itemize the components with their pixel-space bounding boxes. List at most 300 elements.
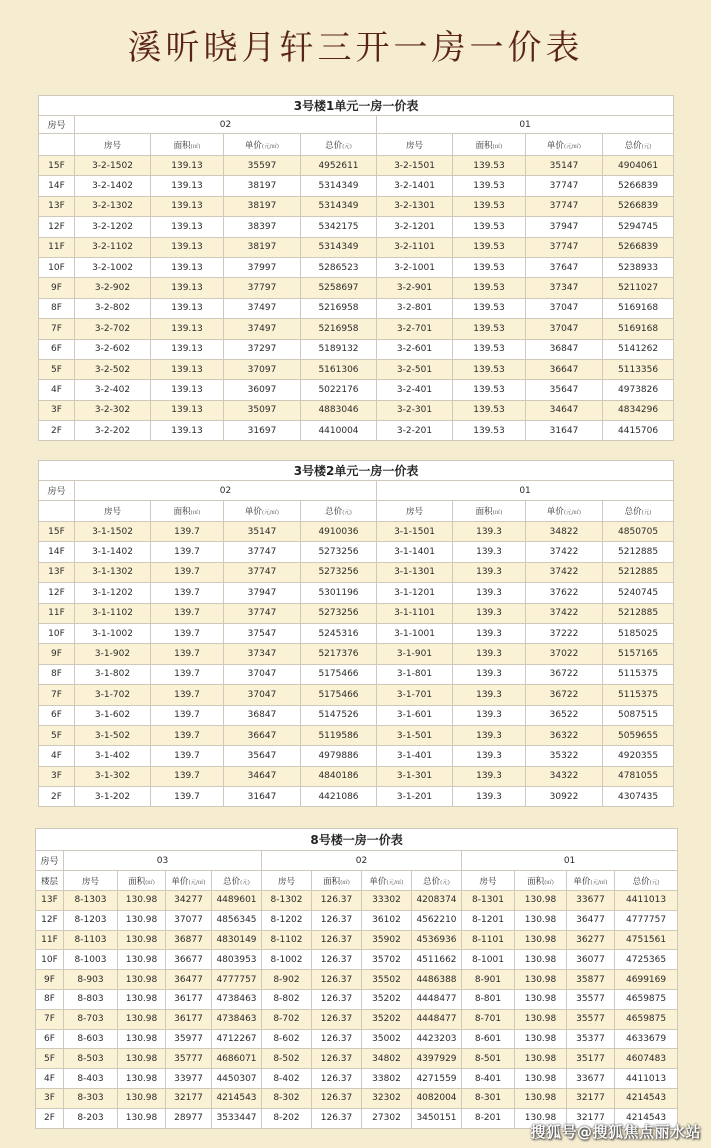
- floor-cell: 10F: [39, 257, 75, 277]
- table-cell: 5161306: [301, 359, 377, 379]
- table-cell: 3-1-401: [377, 746, 453, 766]
- table-cell: 130.98: [118, 1088, 166, 1108]
- table-cell: 37297: [224, 339, 301, 359]
- floor-cell: 9F: [36, 970, 64, 990]
- table-cell: 37022: [526, 644, 603, 664]
- header-floor: [39, 134, 75, 156]
- table-cell: 3-1-1102: [75, 603, 151, 623]
- table-cell: 130.98: [118, 1029, 166, 1049]
- table-cell: 139.3: [453, 787, 526, 807]
- table-cell: 139.13: [151, 298, 224, 318]
- table-cell: 5147526: [301, 705, 377, 725]
- table-cell: 31697: [224, 421, 301, 441]
- table-cell: 35877: [567, 970, 615, 990]
- table-cell: 4397929: [412, 1049, 462, 1069]
- group-label: 02: [75, 481, 377, 501]
- table-cell: 36177: [166, 989, 212, 1009]
- table-row: [39, 400, 674, 420]
- table-cell: 5175466: [301, 685, 377, 705]
- table-cell: 37047: [526, 319, 603, 339]
- table-cell: 5273256: [301, 562, 377, 582]
- table-cell: 139.13: [151, 421, 224, 441]
- table-cell: 3-1-601: [377, 705, 453, 725]
- table-row: [36, 989, 678, 1009]
- table-cell: 5266839: [603, 196, 674, 216]
- table-cell: 139.3: [453, 644, 526, 664]
- table-cell: 8-703: [64, 1009, 118, 1029]
- table-row: [39, 522, 674, 542]
- table-cell: 139.7: [151, 522, 224, 542]
- table-cell: 130.98: [515, 891, 567, 911]
- table-cell: 36847: [526, 339, 603, 359]
- table-cell: 4920355: [603, 746, 674, 766]
- table-cell: 8-1303: [64, 891, 118, 911]
- floor-cell: 11F: [36, 930, 64, 950]
- table-cell: 4659875: [615, 1009, 678, 1029]
- table-cell: 3-2-1402: [75, 176, 151, 196]
- table-cell: 8-1202: [262, 910, 312, 930]
- table-row: [39, 766, 674, 786]
- table-cell: 4450307: [212, 1069, 262, 1089]
- table-cell: 4738463: [212, 1009, 262, 1029]
- table-cell: 8-1103: [64, 930, 118, 950]
- table-cell: 35202: [362, 1009, 412, 1029]
- table-cell: 3-2-1102: [75, 237, 151, 257]
- table-cell: 37222: [526, 623, 603, 643]
- floor-cell: 3F: [39, 400, 75, 420]
- header-total: 总价(元): [412, 871, 462, 891]
- table-cell: 37347: [526, 278, 603, 298]
- table-cell: 3-1-1002: [75, 623, 151, 643]
- table-cell: 35577: [567, 989, 615, 1009]
- table-row: [39, 278, 674, 298]
- table-cell: 139.53: [453, 298, 526, 318]
- table-cell: 4633679: [615, 1029, 678, 1049]
- table-cell: 5245316: [301, 623, 377, 643]
- table-cell: 4214543: [615, 1088, 678, 1108]
- table-cell: 139.3: [453, 725, 526, 745]
- table-cell: 8-1201: [462, 910, 515, 930]
- table-cell: 130.98: [515, 1069, 567, 1089]
- table-cell: 37747: [526, 176, 603, 196]
- header-area: 面积(㎡): [453, 134, 526, 156]
- table-cell: 8-1102: [262, 930, 312, 950]
- table-cell: 130.98: [515, 910, 567, 930]
- table-row: [39, 156, 674, 176]
- table-cell: 3-1-902: [75, 644, 151, 664]
- table-cell: 35202: [362, 989, 412, 1009]
- floor-cell: 13F: [39, 562, 75, 582]
- table-cell: 130.98: [515, 970, 567, 990]
- table-cell: 37422: [526, 542, 603, 562]
- table-cell: 36677: [166, 950, 212, 970]
- table-cell: 4830149: [212, 930, 262, 950]
- table-row: [39, 644, 674, 664]
- table-row: [36, 1069, 678, 1089]
- table-cell: 139.3: [453, 603, 526, 623]
- table-cell: 37947: [224, 583, 301, 603]
- table-cell: 36477: [567, 910, 615, 930]
- floor-cell: 6F: [36, 1029, 64, 1049]
- table-cell: 8-702: [262, 1009, 312, 1029]
- table-cell: 126.37: [312, 970, 362, 990]
- table-cell: 37647: [526, 257, 603, 277]
- table-row: [39, 196, 674, 216]
- table-cell: 139.7: [151, 725, 224, 745]
- table-cell: 3-1-802: [75, 664, 151, 684]
- header-room: 房号: [377, 134, 453, 156]
- table-cell: 139.53: [453, 319, 526, 339]
- table-cell: 4411013: [615, 1069, 678, 1089]
- header-price: 单价(元/㎡): [224, 134, 301, 156]
- table-cell: 5141262: [603, 339, 674, 359]
- table-cell: 35577: [567, 1009, 615, 1029]
- table-cell: 4781055: [603, 766, 674, 786]
- table-row: [39, 725, 674, 745]
- table-cell: 3-2-301: [377, 400, 453, 420]
- table-cell: 139.7: [151, 623, 224, 643]
- header-price: 单价(元/㎡): [567, 871, 615, 891]
- floor-cell: 6F: [39, 705, 75, 725]
- table-cell: 5119586: [301, 725, 377, 745]
- table-cell: 35647: [526, 380, 603, 400]
- table-cell: 5273256: [301, 542, 377, 562]
- table-cell: 36647: [526, 359, 603, 379]
- table-cell: 139.3: [453, 766, 526, 786]
- table-cell: 3-2-1401: [377, 176, 453, 196]
- table-cell: 37047: [224, 664, 301, 684]
- group-label: 01: [377, 481, 674, 501]
- table-cell: 4421086: [301, 787, 377, 807]
- table-cell: 37747: [224, 542, 301, 562]
- table-cell: 4486388: [412, 970, 462, 990]
- table-row: [39, 746, 674, 766]
- table-cell: 139.13: [151, 196, 224, 216]
- table-cell: 37497: [224, 319, 301, 339]
- table-cell: 139.53: [453, 176, 526, 196]
- table-cell: 3450151: [412, 1108, 462, 1128]
- table-cell: 4448477: [412, 989, 462, 1009]
- floor-cell: 7F: [39, 319, 75, 339]
- table-cell: 126.37: [312, 950, 362, 970]
- table-cell: 139.3: [453, 664, 526, 684]
- group-label: 01: [377, 116, 674, 134]
- table-cell: 36477: [166, 970, 212, 990]
- table-cell: 8-503: [64, 1049, 118, 1069]
- table-cell: 34647: [224, 766, 301, 786]
- table-cell: 3-2-1001: [377, 257, 453, 277]
- table-cell: 5087515: [603, 705, 674, 725]
- table-cell: 33802: [362, 1069, 412, 1089]
- table-cell: 5175466: [301, 664, 377, 684]
- table-cell: 130.98: [118, 1108, 166, 1128]
- table-cell: 5266839: [603, 237, 674, 257]
- table-cell: 5314349: [301, 176, 377, 196]
- table-cell: 3-1-1001: [377, 623, 453, 643]
- floor-cell: 12F: [39, 217, 75, 237]
- table-cell: 5185025: [603, 623, 674, 643]
- table-cell: 130.98: [118, 1069, 166, 1089]
- table-cell: 126.37: [312, 930, 362, 950]
- table-cell: 5059655: [603, 725, 674, 745]
- table-cell: 3-1-402: [75, 746, 151, 766]
- table-cell: 4082004: [412, 1088, 462, 1108]
- table-cell: 4840186: [301, 766, 377, 786]
- table-cell: 4214543: [615, 1108, 678, 1128]
- table-cell: 3-1-1502: [75, 522, 151, 542]
- table-row: [36, 930, 678, 950]
- table-cell: 3-2-1002: [75, 257, 151, 277]
- floor-cell: 11F: [39, 237, 75, 257]
- table-cell: 8-1101: [462, 930, 515, 950]
- table-cell: 37422: [526, 562, 603, 582]
- table-cell: 4489601: [212, 891, 262, 911]
- table-cell: 4415706: [603, 421, 674, 441]
- table-cell: 5266839: [603, 176, 674, 196]
- table-cell: 32177: [166, 1088, 212, 1108]
- floor-cell: 7F: [36, 1009, 64, 1029]
- table-cell: 4712267: [212, 1029, 262, 1049]
- table-cell: 37622: [526, 583, 603, 603]
- table-cell: 126.37: [312, 891, 362, 911]
- table-cell: 37422: [526, 603, 603, 623]
- table-cell: 139.53: [453, 380, 526, 400]
- table-cell: 130.98: [118, 989, 166, 1009]
- table-cell: 35597: [224, 156, 301, 176]
- header-total: 总价(元): [212, 871, 262, 891]
- table-cell: 37747: [224, 603, 301, 623]
- table-cell: 3-1-1301: [377, 562, 453, 582]
- table-cell: 3-2-202: [75, 421, 151, 441]
- table-row: [39, 176, 674, 196]
- table-row: [39, 319, 674, 339]
- group-label: 02: [262, 851, 462, 871]
- table-cell: 139.13: [151, 400, 224, 420]
- table-cell: 38397: [224, 217, 301, 237]
- table-cell: 8-1003: [64, 950, 118, 970]
- table-cell: 3-1-502: [75, 725, 151, 745]
- table-cell: 4271559: [412, 1069, 462, 1089]
- table-cell: 8-701: [462, 1009, 515, 1029]
- table-cell: 3-2-201: [377, 421, 453, 441]
- table-cell: 4448477: [412, 1009, 462, 1029]
- table-cell: 36847: [224, 705, 301, 725]
- table-cell: 139.7: [151, 705, 224, 725]
- group-label: 03: [64, 851, 262, 871]
- table-cell: 139.7: [151, 766, 224, 786]
- table-row: [36, 891, 678, 911]
- table-cell: 8-1001: [462, 950, 515, 970]
- header-total: 总价(元): [301, 501, 377, 522]
- table-cell: 139.53: [453, 278, 526, 298]
- header-floor: [39, 501, 75, 522]
- table-cell: 3-1-1202: [75, 583, 151, 603]
- table-cell: 139.7: [151, 542, 224, 562]
- table-cell: 35322: [526, 746, 603, 766]
- table-cell: 5169168: [603, 298, 674, 318]
- table-cell: 139.3: [453, 583, 526, 603]
- floor-cell: 8F: [39, 298, 75, 318]
- table-cell: 8-603: [64, 1029, 118, 1049]
- table-cell: 35097: [224, 400, 301, 420]
- table-cell: 8-303: [64, 1088, 118, 1108]
- table-cell: 4511662: [412, 950, 462, 970]
- table-cell: 3-2-1502: [75, 156, 151, 176]
- floor-cell: 14F: [39, 176, 75, 196]
- table-cell: 139.53: [453, 257, 526, 277]
- table-cell: 8-401: [462, 1069, 515, 1089]
- table-cell: 4699169: [615, 970, 678, 990]
- table-cell: 3-2-601: [377, 339, 453, 359]
- header-area: 面积(㎡): [515, 871, 567, 891]
- table-cell: 139.7: [151, 664, 224, 684]
- table-cell: 5294745: [603, 217, 674, 237]
- group-label: 02: [75, 116, 377, 134]
- table-row: [36, 1088, 678, 1108]
- table-cell: 35147: [224, 522, 301, 542]
- table-cell: 130.98: [515, 1049, 567, 1069]
- table-cell: 130.98: [118, 1049, 166, 1069]
- price-table-building3-unit1: [38, 95, 674, 441]
- header-floor: 楼层: [36, 871, 64, 891]
- table-cell: 37997: [224, 257, 301, 277]
- table-row: [39, 685, 674, 705]
- table-row: [36, 970, 678, 990]
- floor-cell: 5F: [39, 359, 75, 379]
- table-cell: 8-502: [262, 1049, 312, 1069]
- table-cell: 3-1-1201: [377, 583, 453, 603]
- table-cell: 8-1302: [262, 891, 312, 911]
- table-cell: 3-2-1202: [75, 217, 151, 237]
- table-cell: 3-2-1201: [377, 217, 453, 237]
- table-cell: 139.7: [151, 746, 224, 766]
- table-cell: 5113356: [603, 359, 674, 379]
- table-row: [39, 705, 674, 725]
- table-cell: 139.7: [151, 787, 224, 807]
- table-cell: 126.37: [312, 1108, 362, 1128]
- table-cell: 4607483: [615, 1049, 678, 1069]
- table-cell: 4659875: [615, 989, 678, 1009]
- table-cell: 139.53: [453, 339, 526, 359]
- table-cell: 139.7: [151, 685, 224, 705]
- table-cell: 8-203: [64, 1108, 118, 1128]
- table-cell: 3-1-1302: [75, 562, 151, 582]
- table-cell: 139.53: [453, 421, 526, 441]
- table-cell: 35702: [362, 950, 412, 970]
- table-cell: 5238933: [603, 257, 674, 277]
- table-cell: 4214543: [212, 1088, 262, 1108]
- column-header-row: [36, 871, 678, 891]
- table-cell: 8-602: [262, 1029, 312, 1049]
- table-cell: 3-1-202: [75, 787, 151, 807]
- table-cell: 139.13: [151, 156, 224, 176]
- table-cell: 4411013: [615, 891, 678, 911]
- table-cell: 35977: [166, 1029, 212, 1049]
- table-cell: 130.98: [515, 1088, 567, 1108]
- table-cell: 139.7: [151, 562, 224, 582]
- table-cell: 31647: [224, 787, 301, 807]
- table-row: [39, 421, 674, 441]
- table-cell: 139.13: [151, 359, 224, 379]
- table-cell: 37077: [166, 910, 212, 930]
- table-cell: 4777757: [212, 970, 262, 990]
- table-cell: 5169168: [603, 319, 674, 339]
- column-header-row: [39, 501, 674, 522]
- table-cell: 5216958: [301, 319, 377, 339]
- table-cell: 139.3: [453, 705, 526, 725]
- table-cell: 33302: [362, 891, 412, 911]
- table-cell: 34322: [526, 766, 603, 786]
- table-cell: 8-501: [462, 1049, 515, 1069]
- table-cell: 38197: [224, 196, 301, 216]
- header-total: 总价(元): [615, 871, 678, 891]
- table-cell: 3-2-501: [377, 359, 453, 379]
- table-cell: 130.98: [515, 1029, 567, 1049]
- header-total: 总价(元): [603, 501, 674, 522]
- table-cell: 3-1-801: [377, 664, 453, 684]
- column-header-row: [39, 134, 674, 156]
- table-cell: 126.37: [312, 1009, 362, 1029]
- table-cell: 139.13: [151, 257, 224, 277]
- table-cell: 4973826: [603, 380, 674, 400]
- table-cell: 130.98: [118, 1009, 166, 1029]
- table-title: 3号楼2单元一房一价表: [39, 461, 674, 481]
- page-title: 溪听晓月轩三开一房一价表: [127, 28, 584, 68]
- table-cell: 34802: [362, 1049, 412, 1069]
- table-cell: 139.53: [453, 237, 526, 257]
- table-row: [36, 1009, 678, 1029]
- table-cell: 3-1-1401: [377, 542, 453, 562]
- floor-cell: 5F: [36, 1049, 64, 1069]
- table-cell: 38197: [224, 237, 301, 257]
- header-total: 总价(元): [603, 134, 674, 156]
- table-cell: 4910036: [301, 522, 377, 542]
- table-cell: 34822: [526, 522, 603, 542]
- table-cell: 5212885: [603, 542, 674, 562]
- floor-cell: 5F: [39, 725, 75, 745]
- table-cell: 5022176: [301, 380, 377, 400]
- table-cell: 37947: [526, 217, 603, 237]
- table-cell: 8-202: [262, 1108, 312, 1128]
- floor-cell: 8F: [39, 664, 75, 684]
- table-cell: 3-1-302: [75, 766, 151, 786]
- table-cell: 139.13: [151, 237, 224, 257]
- table-cell: 36097: [224, 380, 301, 400]
- table-cell: 3-2-702: [75, 319, 151, 339]
- table-cell: 32177: [567, 1088, 615, 1108]
- header-price: 单价(元/㎡): [224, 501, 301, 522]
- table-cell: 34647: [526, 400, 603, 420]
- table-cell: 37547: [224, 623, 301, 643]
- table-cell: 8-903: [64, 970, 118, 990]
- table-cell: 3-2-801: [377, 298, 453, 318]
- table-cell: 126.37: [312, 1049, 362, 1069]
- table-row: [39, 583, 674, 603]
- table-cell: 5314349: [301, 237, 377, 257]
- table-cell: 5189132: [301, 339, 377, 359]
- table-cell: 37047: [224, 685, 301, 705]
- table-cell: 5211027: [603, 278, 674, 298]
- table-cell: 5258697: [301, 278, 377, 298]
- table-cell: 139.53: [453, 400, 526, 420]
- table-row: [39, 562, 674, 582]
- table-cell: 3-2-1301: [377, 196, 453, 216]
- table-cell: 5273256: [301, 603, 377, 623]
- table-cell: 4751561: [615, 930, 678, 950]
- table-cell: 8-802: [262, 989, 312, 1009]
- table-cell: 27302: [362, 1108, 412, 1128]
- table-cell: 37347: [224, 644, 301, 664]
